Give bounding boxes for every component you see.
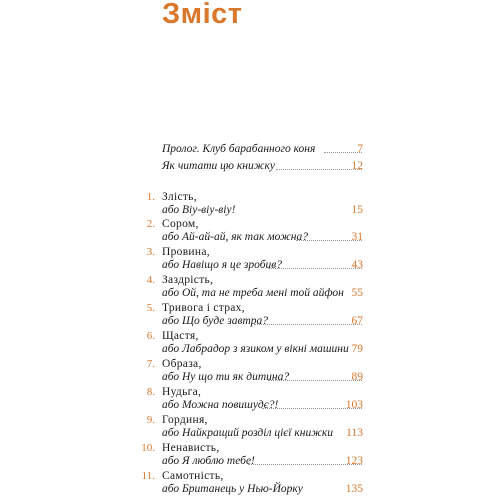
chapter-subtitle: або Найкращий розділ цієї книжки [162,427,334,439]
chapter-title: Злість, [162,191,197,203]
page-number: 79 [351,343,363,355]
chapter-number: 10. [141,442,155,454]
chapter-subtitle: або Я люблю тебе! [162,455,255,467]
toc-entry-text: Як читати цю книжку [162,160,275,172]
chapter-title: Тривога і страх, [162,302,245,314]
dot-leader [276,169,362,170]
page-number: 67 [351,315,363,327]
chapter-subtitle: або Ну що ти як дитина? [162,371,290,383]
toc-entry-text: Пролог. Клуб барабанного коня [162,143,316,155]
chapter-subtitle: або Британець у Нью-Йорку [162,483,303,495]
chapter-title: Самотність, [162,470,224,482]
chapter-number: 7. [146,358,155,370]
page-number: 7 [357,143,363,155]
dot-leader [254,324,362,325]
page-number: 113 [346,427,363,439]
chapter-subtitle: або Лабрадор з язиком у вікні машини [162,343,349,355]
chapter-title: Провина, [162,246,210,258]
page-number: 15 [351,204,363,216]
dot-leader [268,380,362,381]
chapter-title: Ненависть, [162,442,220,454]
chapter-number: 2. [146,218,155,230]
dot-leader [268,268,362,269]
page-number: 31 [351,231,363,243]
chapter-subtitle: або Можна повишудє?! [162,399,279,411]
chapter-subtitle: або Ой, та не треба мені той айфон [162,287,344,299]
chapter-number: 5. [146,302,155,314]
page-number: 12 [351,160,363,172]
chapter-subtitle: або Ай-ай-ай, як так можна? [162,231,308,243]
page-number: 123 [345,455,363,467]
chapter-number: 6. [146,330,155,342]
chapter-title: Щастя, [162,330,199,342]
page-number: 89 [351,371,363,383]
page-number: 43 [351,259,363,271]
chapter-number: 9. [146,414,155,426]
chapter-number: 1. [146,191,155,203]
chapter-subtitle: або Навіщо я це зробив? [162,259,283,271]
chapter-number: 3. [146,246,155,258]
chapter-subtitle: або Віу-віу-віу! [162,204,236,216]
page-number: 135 [345,483,363,495]
chapter-title: Сором, [162,218,199,230]
chapter-title: Гординя, [162,414,208,426]
chapter-subtitle: або Що буде завтра? [162,315,269,327]
page-title: Зміст [162,0,243,30]
chapter-title: Заздрість, [162,274,214,286]
chapter-number: 8. [146,386,155,398]
chapter-title: Образа, [162,358,202,370]
chapter-title: Нудьга, [162,386,202,398]
page-number: 55 [351,287,363,299]
page-number: 103 [345,399,363,411]
chapter-number: 4. [146,274,155,286]
chapter-number: 11. [141,470,155,482]
